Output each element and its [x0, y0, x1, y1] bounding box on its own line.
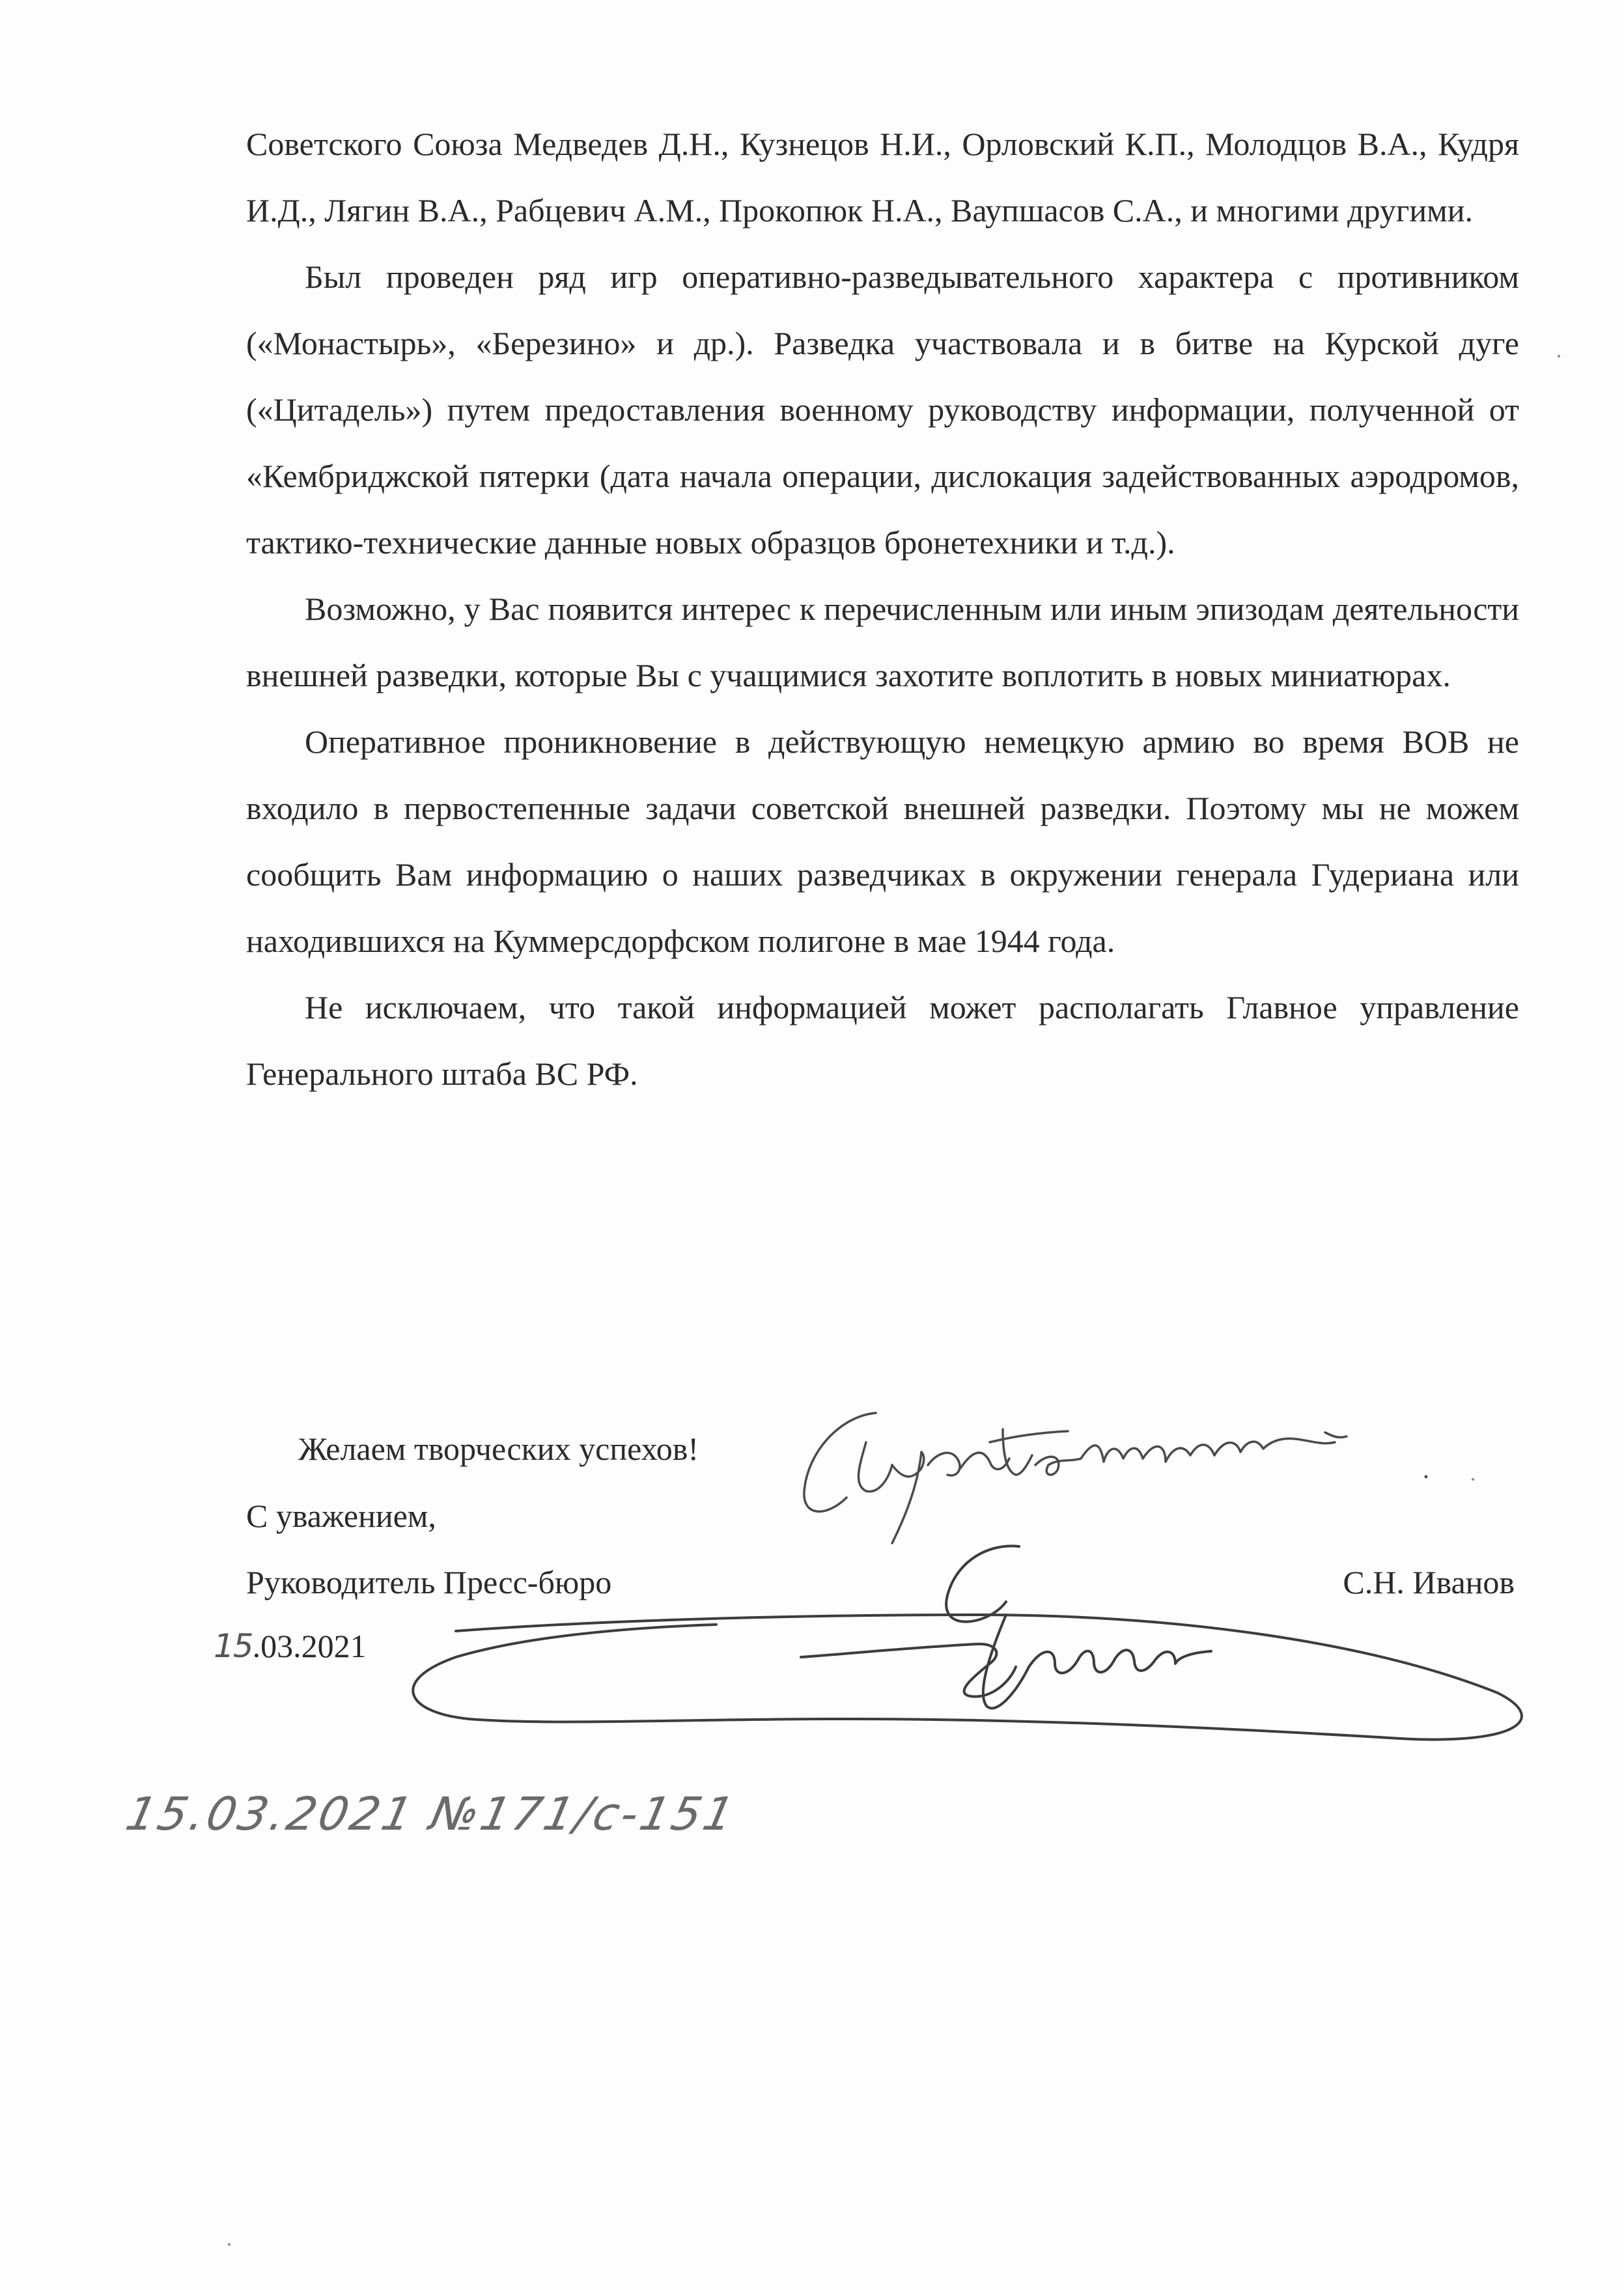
signer-name: С.Н. Иванов: [1343, 1564, 1515, 1600]
paragraph-interest: Возможно, у Вас появится интерес к перечисленным или иным эпизодам деятельности внешней разведки, которые Вы с учащимися захотите воплотить в новых миниатюрах.: [246, 591, 1519, 693]
closing-regards: С уважением,: [246, 1498, 436, 1534]
paragraph-intro-continuation: Советского Союза Медведев Д.Н., Кузнецов Н.И., Орловский К.П., Молодцов В.А., Кудря И.Д., Лягин В.А., Рабцевич А.М., Прокопюк Н.А., Ваупшасов С.А., и многими другими.: [246, 126, 1519, 229]
scan-speck: [1472, 1478, 1474, 1481]
scan-speck: [228, 2243, 231, 2246]
scan-speck: [1558, 355, 1560, 357]
handwritten-day: 15: [214, 1627, 253, 1665]
handwritten-registration-number: 15.03.2021 №171/с-151: [121, 1787, 742, 1841]
handwritten-regards-signature: [804, 1413, 1428, 1543]
paragraph-general-staff: Не исключаем, что такой информацией может располагать Главное управление Генерального штаба ВС РФ.: [246, 989, 1519, 1092]
closing-wish: Желаем творческих успехов!: [298, 1431, 699, 1467]
letter-date: [214, 1627, 367, 1666]
letter-body: [246, 111, 1519, 1107]
paragraph-operational-games: Был проведен ряд игр оперативно-разведывательного характера с противником («Монастырь», «Березино» и др.). Разведка участвовала и в битве на Курской дуге («Цитадель») путем предоставления военному руководству информации, полученной от «Кембриджской пятерки (дата начала операции, дислокация задействованных аэродромов, тактико-технические данные новых образцов бронетехники и т.д.).: [246, 258, 1519, 561]
signer-position: Руководитель Пресс-бюро: [246, 1564, 612, 1600]
paragraph-german-army: Оперативное проникновение в действующую немецкую армию во время ВОВ не входило в первостепенные задачи советской внешней разведки. Поэтому мы не можем сообщить Вам информацию о наших разведчиках в окружении генерала Гудериана или находившихся на Куммерсдорфском полигоне в мае 1944 года.: [246, 723, 1519, 959]
printed-date-rest: .03.2021: [252, 1628, 367, 1664]
